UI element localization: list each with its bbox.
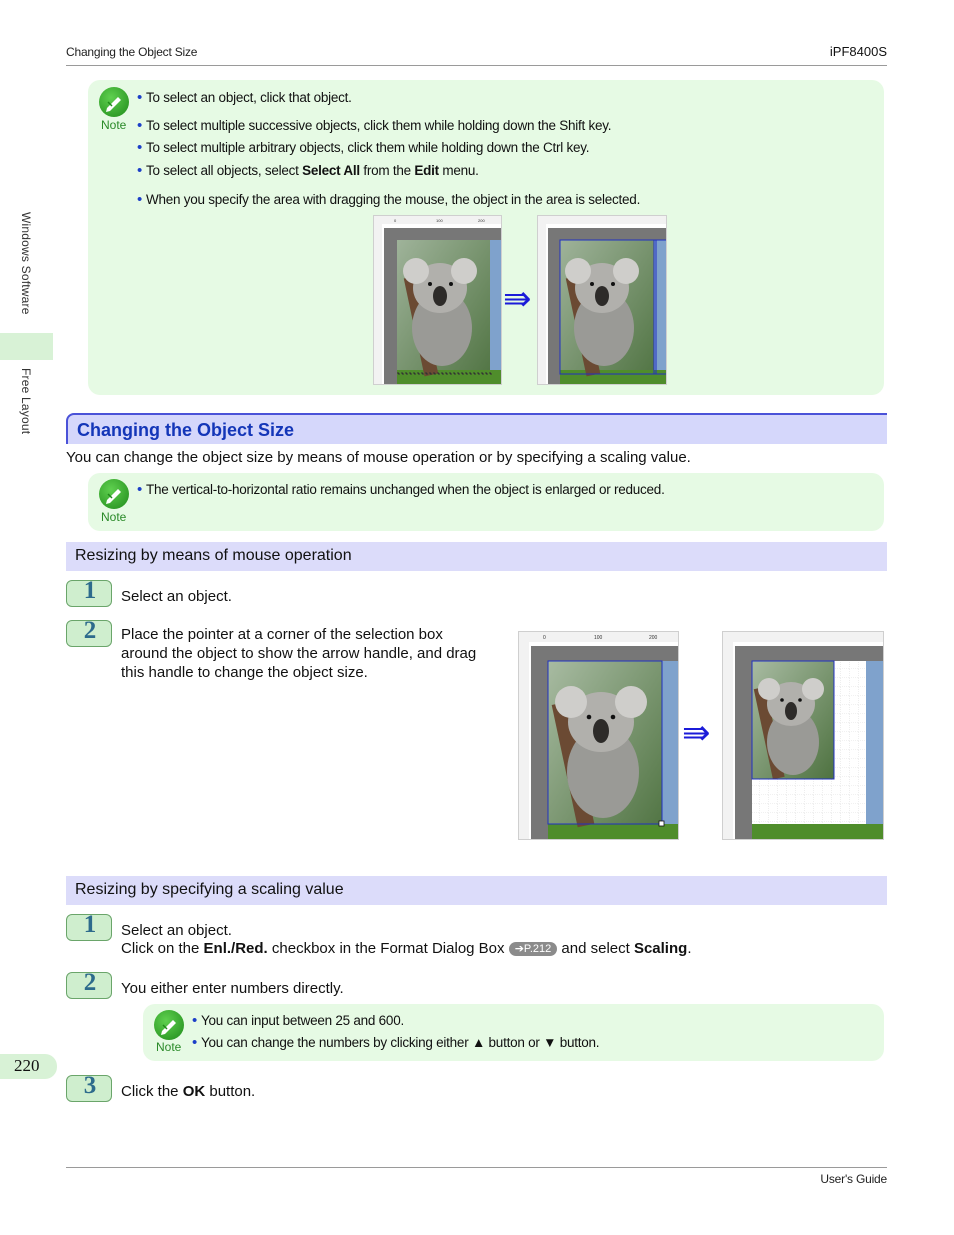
mouse-step2-line1: Place the pointer at a corner of the selection box [121,626,443,643]
running-header-section: Changing the Object Size [66,45,198,59]
step-badge-2: 2 [66,620,112,647]
note2-bullet-1: • The vertical-to-horizontal ratio remains unchanged when the object is enlarged or reduced. [137,481,665,498]
resize-screenshot-before [518,631,679,840]
resize-screenshot-after [722,631,884,840]
note-label: Note [156,1040,182,1054]
ruler-top-label-100: 100 [436,218,443,223]
ruler-top-label-0: 0 [394,218,397,223]
note1-bullet-4: • To select all objects, select Select All from the Edit menu. [137,162,479,179]
scaling-step1-line2: Click on the Enl./Red. checkbox in the Format Dialog Box ➔P.212 and select Scaling. [121,940,692,957]
section-heading-changing-object-size: Changing the Object Size [66,413,887,444]
arrow-icon-before-after-2: ⇛ [682,713,711,753]
note-pencil-icon [99,87,129,117]
note-pencil-icon [99,479,129,509]
step-badge-2: 2 [66,972,112,999]
enl-red-checkbox-label: Enl./Red. [203,940,268,957]
edit-menu-label: Edit [414,163,439,178]
ruler-top-label-100: 100 [594,635,603,641]
section-intro-text: You can change the object size by means of mouse operation or by specifying a scaling value. [66,449,691,466]
header-rule [66,65,887,66]
arrow-icon-before-after-1: ⇛ [503,279,532,319]
scaling-step3-text: Click the OK button. [121,1083,256,1100]
note-pencil-icon [154,1010,184,1040]
subheading-mouse-operation: Resizing by means of mouse operation [66,542,887,571]
drag-select-screenshot-before [373,215,502,385]
ok-button-label: OK [182,1083,206,1100]
note3-bullet-2: • You can change the numbers by clicking either ▲ button or ▼ button. [192,1034,600,1051]
mouse-step1-text: Select an object. [121,588,232,605]
ruler-top-label-200: 200 [478,218,485,223]
select-all-menu-label: Select All [302,163,360,178]
running-header-model: iPF8400S [829,44,887,59]
side-tab-windows-software[interactable]: Windows Software [19,212,33,315]
note3-bullet-1: • You can input between 25 and 600. [192,1012,404,1029]
note-label: Note [101,118,127,132]
step-badge-1: 1 [66,580,112,607]
note1-bullet-1: • To select an object, click that object. [137,89,352,106]
drag-select-screenshot-after [537,215,667,385]
mouse-step2-line3: this handle to change the object size. [121,664,368,681]
page-number: 220 [14,1056,40,1075]
scaling-step2-text: You either enter numbers directly. [121,980,344,997]
scaling-step1-line1: Select an object. [121,922,232,939]
subheading-scaling-value: Resizing by specifying a scaling value [66,876,887,905]
side-tab-marker [0,333,53,360]
page-ref-link[interactable]: ➔P.212 [509,942,558,956]
note1-bullet-5: • When you specify the area with dragging the mouse, the object in the area is selected. [137,191,641,208]
side-tab-free-layout[interactable]: Free Layout [19,368,33,435]
scaling-option-label: Scaling [633,940,688,957]
ruler-top-label-200: 200 [649,635,658,641]
step-badge-1: 1 [66,914,112,941]
note1-bullet-2: • To select multiple successive objects, click them while holding down the Shift key. [137,117,612,134]
mouse-step2-line2: around the object to show the arrow handle, and drag [121,645,477,662]
footer-guide-title: User's Guide [820,1172,887,1186]
note-label: Note [101,510,127,524]
footer-rule [66,1167,887,1168]
step-badge-3: 3 [66,1075,112,1102]
note1-bullet-3: • To select multiple arbitrary objects, click them while holding down the Ctrl key. [137,139,590,156]
ruler-top-label-0: 0 [543,635,546,641]
